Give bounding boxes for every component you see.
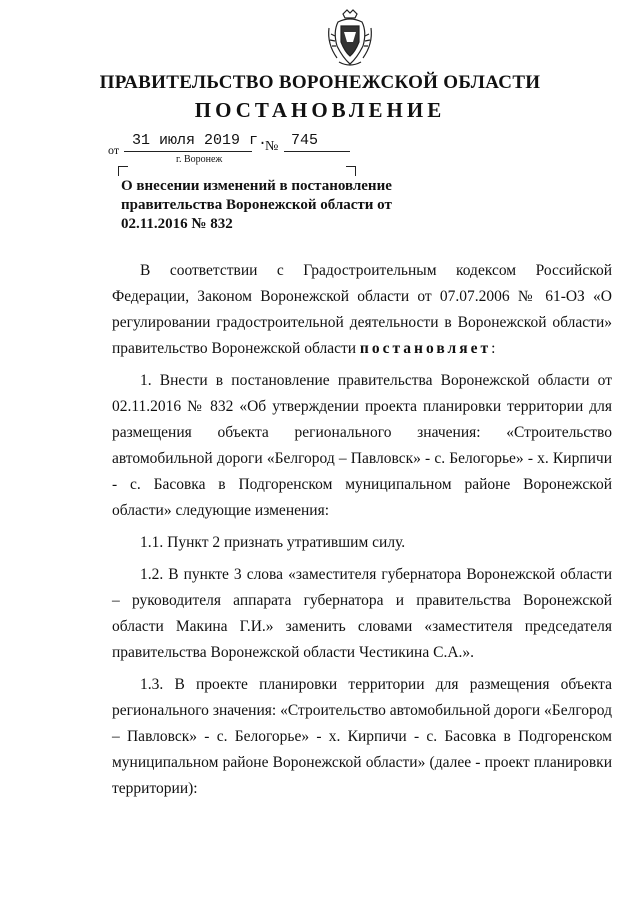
preamble-end: :	[491, 340, 496, 357]
number-prefix: №	[265, 139, 279, 154]
item-1-1: 1.1. Пункт 2 признать утратившим силу.	[140, 534, 406, 551]
decree-word: постановляет	[359, 340, 492, 357]
preamble-text: В соответствии с Градостроительным кодексом Российской Федерации, Законом Воронежской области от 07.07.2006 № 61-ОЗ «О регулировании градостроительной деятельности в Воронежской области» правительство Воронежской области	[112, 262, 612, 357]
date-prefix: от	[108, 143, 120, 157]
number-underline	[284, 151, 350, 152]
item-1-3: 1.3. В проекте планировки территории для размещения объекта регионального значения: «Строительство автомобильной дороги «Белгород – Павловск» - с. Белогорье» - х. Кирпичи - с. Басовка в Подгоренском муниципальном районе Воронежской области» (далее - проект планировки территории):	[112, 676, 612, 797]
date-underline	[124, 151, 252, 152]
document-type-title: ПОСТАНОВЛЕНИЕ	[194, 98, 446, 122]
preamble-paragraph	[112, 258, 612, 362]
item-1: 1. Внести в постановление правительства Воронежской области от 02.11.2016 № 832 «Об утверждении проекта планировки территории для размещения объекта регионального значения: «Строительство автомобильной дороги «Белгород – Павловск» - с. Белогорье» - х. Кирпичи - с. Басовка в Подгоренском муниципальном районе Воронежской области» следующие изменения:	[112, 372, 612, 519]
document-subject: О внесении изменений в постановление правительства Воронежской области от 02.11.2016 № 832	[121, 178, 392, 232]
voronezh-coat-of-arms-icon	[325, 8, 375, 68]
document-body	[112, 258, 612, 802]
subject-corner-right	[346, 166, 356, 176]
organization-title: ПРАВИТЕЛЬСТВО ВОРОНЕЖСКОЙ ОБЛАСТИ	[99, 72, 541, 93]
document-date: 31 июля 2019 г.	[132, 132, 268, 149]
document-number: 745	[291, 132, 319, 149]
document-city: г. Воронеж	[176, 154, 223, 165]
item-1-2: 1.2. В пункте 3 слова «заместителя губернатора Воронежской области – руководителя аппарата губернатора и правительства Воронежской области Макина Г.И.» заменить словами «заместителя председателя правительства Воронежской области Честикина С.А.».	[112, 566, 612, 661]
subject-corner-left	[118, 166, 128, 176]
